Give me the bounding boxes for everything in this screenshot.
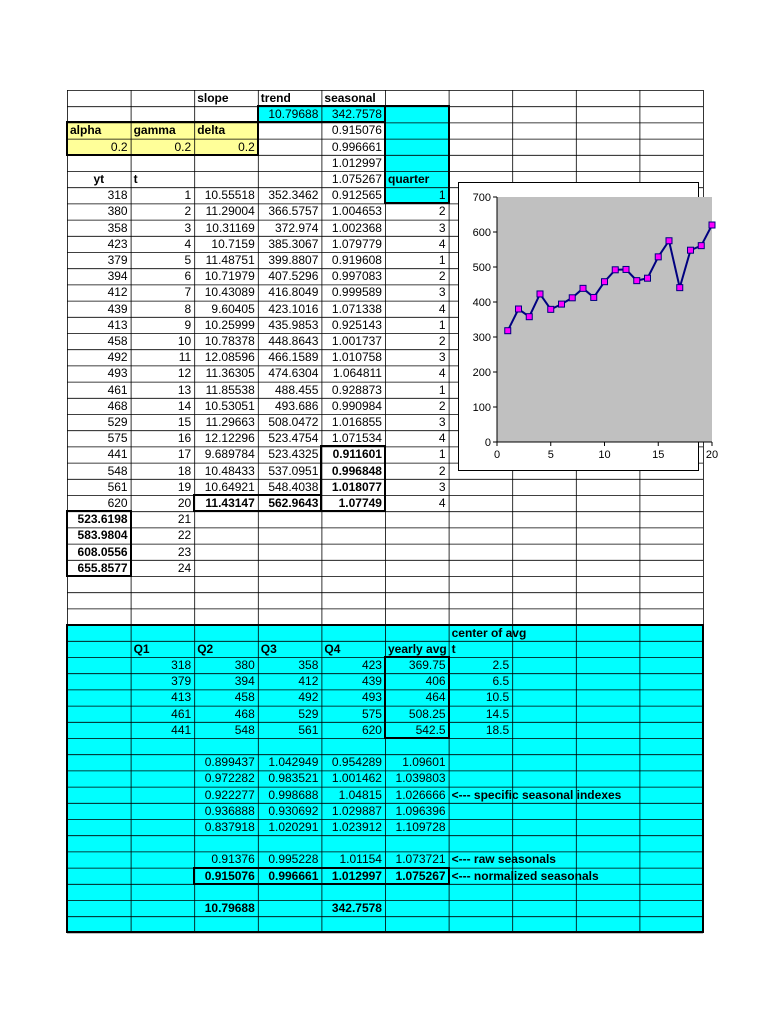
lower-header[interactable]: Q4 [324,641,341,656]
seasonal-cell[interactable]: 0.925143 [331,317,382,332]
data-point [537,291,543,297]
delta-label[interactable]: delta [197,123,226,138]
yearly-avg-cell[interactable]: 406 [425,674,446,689]
forecast-cell[interactable]: 608.0556 [77,544,128,559]
slope-header[interactable]: slope [197,91,229,105]
yt-cell[interactable]: 412 [107,285,128,300]
chart-svg [459,183,719,470]
seasonal-index-cell[interactable]: 1.04815 [338,787,382,802]
quarter-cell[interactable]: 3 [438,415,446,429]
seasonal-index-cell[interactable]: 1.001462 [331,771,382,786]
raw-seasonals-note[interactable]: <--- raw seasonals [451,852,556,867]
seasonal-index-cell[interactable]: 0.983521 [268,771,319,786]
t-cell[interactable]: 14 [177,398,192,413]
seasonal-cell[interactable]: 1.079779 [331,236,382,251]
seasonal-cell[interactable]: 0.912565 [331,188,382,203]
quarter-cell[interactable]: 1 [438,317,446,332]
quarter-value-cell[interactable]: 412 [298,674,319,689]
yt-cell[interactable]: 561 [107,479,128,494]
slope-cell[interactable]: 11.48751 [205,253,255,267]
forecast-t-cell[interactable]: 24 [177,560,192,575]
t-cell[interactable]: 15 [177,415,192,429]
seasonal-index-cell[interactable]: 0.922277 [204,787,255,802]
normalized-seasonals-note[interactable]: <--- normalized seasonals [451,868,599,883]
slope-cell[interactable]: 10.43089 [204,285,255,300]
data-point [666,238,672,244]
trend-cell[interactable]: 523.4754 [268,431,319,446]
yearly-avg-cell[interactable]: 464 [425,690,446,705]
quarter-cell[interactable]: 1 [438,188,446,203]
quarter-value-cell[interactable]: 458 [234,690,255,705]
yt-cell[interactable]: 575 [107,431,128,446]
seasonal-index-cell[interactable]: 1.096396 [395,803,446,818]
trend-cell[interactable]: 448.8643 [268,334,319,348]
lower-header[interactable]: t [451,641,456,656]
lower-header[interactable]: Q3 [260,641,277,656]
quarter-value-cell[interactable]: 620 [361,722,382,737]
trend-cell[interactable]: 399.8807 [268,253,319,267]
quarter-value-cell[interactable]: 379 [171,674,192,689]
data-point [612,267,618,273]
slope-cell[interactable]: 10.55518 [204,188,255,203]
quarter-cell[interactable]: 3 [438,350,446,365]
seasonal-cell[interactable]: 0.919608 [331,253,382,267]
seasonal-cell[interactable]: 0.928873 [331,382,382,397]
seasonal-cell[interactable]: 0.990984 [331,398,382,413]
center-t-cell[interactable]: 6.5 [492,674,510,689]
seasonal-index-cell[interactable]: 1.020291 [268,820,319,834]
quarter-cell[interactable]: 2 [438,398,446,413]
quarter-value-cell[interactable]: 575 [361,706,382,721]
alpha-label[interactable]: alpha [70,123,102,138]
seasonal-header[interactable]: seasonal [324,91,376,105]
data-point [580,285,586,291]
t-cell[interactable]: 4 [184,236,192,251]
trend-cell[interactable]: 372.974 [275,220,319,235]
data-point [526,314,532,320]
quarter-cell[interactable]: 1 [438,253,446,267]
slope-cell[interactable]: 11.36305 [205,366,255,381]
trend-cell[interactable]: 466.1589 [268,350,319,365]
quarter-cell[interactable]: 4 [438,236,446,251]
data-point [548,306,554,312]
slope-cell[interactable]: 11.29004 [205,204,255,219]
data-point [591,294,597,300]
quarter-cell[interactable]: 1 [438,382,446,397]
yt-cell[interactable]: 492 [107,350,128,365]
final-slope-cell[interactable]: 10.79688 [204,901,255,915]
forecast-t-cell[interactable]: 21 [177,512,192,527]
raw-seasonal-cell[interactable]: 0.995228 [268,852,319,867]
x-tick-label: 0 [493,449,501,461]
y-tick-label: 100 [472,402,491,414]
lower-header[interactable]: Q1 [133,641,150,656]
t-cell[interactable]: 20 [177,496,192,510]
yt-cell[interactable]: 318 [107,188,128,203]
trend-cell[interactable]: 523.4325 [268,447,319,462]
data-point [623,266,629,272]
center-t-cell[interactable]: 10.5 [485,690,510,705]
quarter-value-cell[interactable]: 529 [298,706,319,721]
yearly-avg-cell[interactable]: 508.25 [408,706,446,721]
data-point [677,285,683,291]
t-cell[interactable]: 18 [177,463,192,478]
t-header[interactable]: t [133,172,138,186]
trend-cell[interactable]: 423.1016 [268,301,319,316]
lower-header[interactable]: Q2 [197,641,214,656]
x-tick-label: 5 [547,449,554,461]
x-tick-label: 15 [652,449,665,461]
slope-cell[interactable]: 10.31169 [205,220,255,235]
quarter-cell[interactable]: 4 [438,301,446,316]
forecast-t-cell[interactable]: 23 [177,544,192,559]
data-point [602,279,608,285]
trend-cell[interactable]: 537.0951 [268,463,319,478]
seasonal-cell[interactable]: 1.004653 [331,204,382,219]
seasonal-cell[interactable]: 0.997083 [331,269,382,284]
t-cell[interactable]: 3 [184,220,192,235]
slope-cell[interactable]: 11.29663 [205,415,255,429]
forecast-cell[interactable]: 583.9804 [77,528,128,543]
init-seasonal-cell[interactable]: 1.075267 [331,172,382,186]
y-tick-label: 400 [472,297,491,309]
t-cell[interactable]: 1 [184,188,192,203]
data-point [709,222,715,228]
y-tick-label: 0 [484,437,491,449]
t-cell[interactable]: 13 [177,382,192,397]
data-point [688,247,694,253]
t-cell[interactable]: 16 [177,431,192,446]
quarter-cell[interactable]: 3 [438,285,446,300]
normalized-seasonal-cell[interactable]: 1.075267 [395,868,446,883]
seasonal-index-cell[interactable]: 0.930692 [268,803,319,818]
trend-cell[interactable]: 488.455 [275,382,319,397]
quarter-value-cell[interactable]: 493 [361,690,382,705]
t-cell[interactable]: 6 [184,269,192,284]
raw-seasonal-cell[interactable]: 1.01154 [339,852,382,867]
y-tick-label: 600 [472,227,491,239]
quarter-value-cell[interactable]: 380 [234,658,255,672]
data-point [569,295,575,301]
trend-header[interactable]: trend [260,91,291,105]
lower-header[interactable]: yearly avg [388,641,447,656]
seasonal-cell[interactable]: 1.002368 [331,220,382,235]
yt-cell[interactable]: 548 [107,463,128,478]
yt-cell[interactable]: 358 [107,220,128,235]
trend-cell[interactable]: 493.686 [275,398,319,413]
quarter-cell[interactable]: 1 [438,447,446,462]
seasonal-index-cell[interactable]: 0.998688 [268,787,319,802]
trend-cell[interactable]: 474.6304 [268,366,319,381]
slope-cell[interactable]: 9.60405 [211,301,255,316]
trend-cell[interactable]: 562.9643 [268,496,319,510]
slope-cell[interactable]: 12.08596 [204,350,255,365]
yt-cell[interactable]: 413 [107,317,128,332]
slope-cell[interactable]: 10.7159 [211,236,255,251]
forecast-t-cell[interactable]: 22 [177,528,192,543]
seasonal-index-cell[interactable]: 1.042949 [268,755,319,770]
line-chart [458,182,719,471]
seasonal-index-cell[interactable]: 1.109728 [395,820,446,834]
t-cell[interactable]: 2 [184,204,192,219]
trend-cell[interactable]: 435.9853 [268,317,319,332]
init-seasonal-cell[interactable]: 0.996661 [331,139,382,154]
y-tick-label: 200 [472,367,491,379]
data-point [559,301,565,307]
seasonal-cell[interactable]: 1.010758 [331,350,382,365]
quarter-cell[interactable]: 4 [438,496,446,510]
seasonal-index-cell[interactable]: 0.972282 [204,771,255,786]
x-tick-label: 20 [705,449,719,461]
quarter-value-cell[interactable]: 548 [234,722,255,737]
t-cell[interactable]: 17 [177,447,192,462]
trend-cell[interactable]: 416.8049 [268,285,319,300]
seasonal-index-cell[interactable]: 1.09601 [402,755,446,770]
data-point [698,243,704,249]
slope-cell[interactable]: 10.78378 [204,334,255,348]
yt-cell[interactable]: 468 [107,398,128,413]
delta-value[interactable]: 0.2 [238,139,255,154]
t-cell[interactable]: 11 [178,350,192,365]
yt-cell[interactable]: 493 [107,366,128,381]
slope-cell[interactable]: 10.48433 [204,463,255,478]
quarter-cell[interactable]: 3 [438,220,446,235]
raw-seasonal-cell[interactable]: 1.073721 [395,852,446,867]
seasonal-cell[interactable]: 0.996848 [331,463,382,478]
trend-cell[interactable]: 548.4038 [268,479,319,494]
seasonal-cell[interactable]: 1.001737 [331,334,382,348]
init-slope-cell[interactable]: 10.79688 [268,107,319,122]
slope-cell[interactable]: 11.43147 [205,496,255,510]
seasonal-cell[interactable]: 1.064811 [332,366,382,381]
seasonal-index-cell[interactable]: 0.936888 [204,803,255,818]
seasonal-cell[interactable]: 1.071338 [331,301,382,316]
yt-cell[interactable]: 461 [107,382,128,397]
t-cell[interactable]: 9 [184,317,192,332]
yearly-avg-cell[interactable]: 369.75 [408,658,446,672]
data-point [516,306,522,312]
t-cell[interactable]: 7 [184,285,192,300]
x-tick-label: 10 [598,449,611,461]
seasonal-cell[interactable]: 1.018077 [331,479,382,494]
quarter-cell[interactable]: 2 [438,334,446,348]
seasonal-cell[interactable]: 1.071534 [331,431,382,446]
init-seasonal-cell[interactable]: 0.915076 [331,123,382,138]
y-tick-label: 500 [472,262,491,274]
raw-seasonal-cell[interactable]: 0.91376 [211,852,255,867]
data-point [505,328,511,334]
yt-cell[interactable]: 441 [107,447,128,462]
normalized-seasonal-cell[interactable]: 0.915076 [204,868,255,883]
alpha-value[interactable]: 0.2 [110,139,128,154]
seasonal-index-cell[interactable]: 0.954289 [331,755,382,770]
forecast-cell[interactable]: 523.6198 [77,512,128,527]
seasonal-cell[interactable]: 1.07749 [338,496,382,510]
yt-cell[interactable]: 423 [107,236,128,251]
slope-cell[interactable]: 10.25999 [204,317,255,332]
t-cell[interactable]: 19 [177,479,192,494]
quarter-header[interactable]: quarter [388,172,430,186]
seasonal-index-cell[interactable]: 1.023912 [331,820,382,834]
y-tick-label: 300 [472,332,491,344]
slope-cell[interactable]: 10.53051 [204,398,255,413]
quarter-value-cell[interactable]: 423 [361,658,382,672]
quarter-cell[interactable]: 2 [438,269,446,284]
quarter-value-cell[interactable]: 358 [298,658,319,672]
t-cell[interactable]: 10 [177,334,192,348]
quarter-cell[interactable]: 3 [438,479,446,494]
quarter-value-cell[interactable]: 492 [298,690,319,705]
t-cell[interactable]: 8 [184,301,192,316]
normalized-seasonal-cell[interactable]: 1.012997 [331,868,382,883]
quarter-cell[interactable]: 2 [438,463,446,478]
yearly-avg-cell[interactable]: 542.5 [415,722,446,737]
center-t-cell[interactable]: 14.5 [485,706,510,721]
seasonal-cell[interactable]: 0.911601 [332,447,382,462]
yt-header[interactable]: yt [93,172,105,186]
yt-cell[interactable]: 439 [107,301,128,316]
slope-cell[interactable]: 11.85538 [205,382,255,397]
data-point [655,254,661,260]
quarter-value-cell[interactable]: 441 [171,722,192,737]
normalized-seasonal-cell[interactable]: 0.996661 [268,868,319,883]
data-point [634,278,640,284]
trend-cell[interactable]: 385.3067 [268,236,319,251]
slope-cell[interactable]: 12.12296 [204,431,255,446]
quarter-value-cell[interactable]: 318 [171,658,192,672]
init-seasonal-cell[interactable]: 1.012997 [331,155,382,170]
yt-cell[interactable]: 620 [107,496,128,510]
init-trend-cell[interactable]: 342.7578 [331,107,382,122]
quarter-value-cell[interactable]: 461 [171,706,192,721]
quarter-cell[interactable]: 4 [438,366,446,381]
center-t-cell[interactable]: 18.5 [485,722,510,737]
trend-cell[interactable]: 366.5757 [268,204,319,219]
quarter-value-cell[interactable]: 413 [171,690,192,705]
center-t-cell[interactable]: 2.5 [492,658,510,672]
final-trend-cell[interactable]: 342.7578 [331,901,382,915]
trend-cell[interactable]: 508.0472 [268,415,319,429]
slope-cell[interactable]: 10.64921 [204,479,255,494]
slope-cell[interactable]: 10.71979 [204,269,255,284]
quarter-value-cell[interactable]: 439 [361,674,382,689]
forecast-cell[interactable]: 655.8577 [77,560,128,575]
gamma-label[interactable]: gamma [133,123,176,138]
yt-cell[interactable]: 458 [107,334,128,348]
specific-indexes-note[interactable]: <--- specific seasonal indexes [451,787,622,802]
seasonal-index-cell[interactable]: 1.039803 [395,771,446,786]
gamma-value[interactable]: 0.2 [174,139,192,154]
quarter-value-cell[interactable]: 394 [234,674,255,689]
seasonal-index-cell[interactable]: 1.029887 [331,803,382,818]
center-of-avg-label[interactable]: center of avg [451,625,527,640]
seasonal-index-cell[interactable]: 1.026666 [395,787,446,802]
t-cell[interactable]: 5 [184,253,192,267]
yt-cell[interactable]: 380 [107,204,128,219]
trend-cell[interactable]: 407.5296 [268,269,319,284]
quarter-value-cell[interactable]: 561 [298,722,319,737]
quarter-cell[interactable]: 2 [438,204,446,219]
seasonal-index-cell[interactable]: 0.837918 [204,820,255,834]
seasonal-index-cell[interactable]: 0.899437 [204,755,255,770]
trend-cell[interactable]: 352.3462 [268,188,319,203]
yt-cell[interactable]: 394 [107,269,128,284]
data-point [645,275,651,281]
slope-cell[interactable]: 9.689784 [204,447,255,462]
t-cell[interactable]: 12 [177,366,192,381]
seasonal-cell[interactable]: 1.016855 [331,415,382,429]
yt-cell[interactable]: 529 [107,415,128,429]
y-tick-label: 700 [472,192,491,204]
seasonal-cell[interactable]: 0.999589 [331,285,382,300]
yt-cell[interactable]: 379 [107,253,128,267]
quarter-cell[interactable]: 4 [438,431,446,446]
quarter-value-cell[interactable]: 468 [234,706,255,721]
